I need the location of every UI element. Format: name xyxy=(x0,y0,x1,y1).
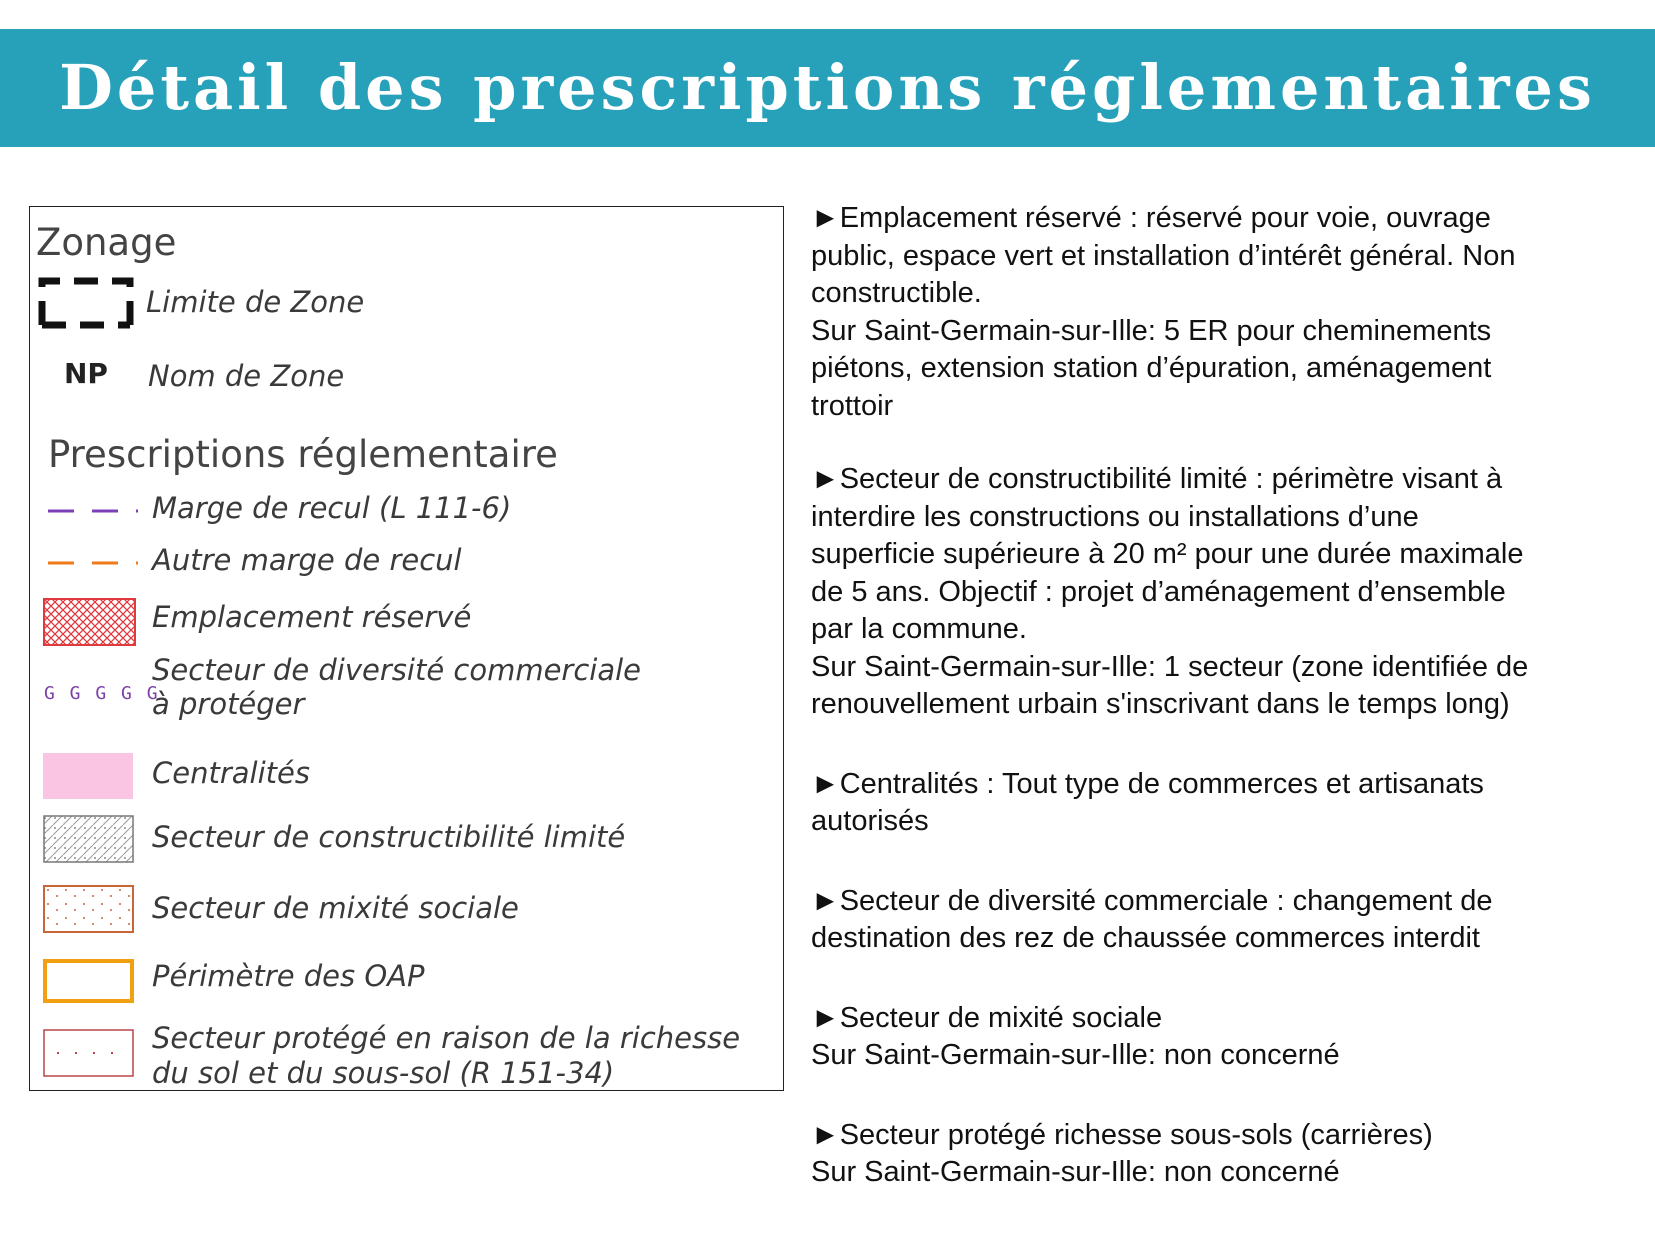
prescription-descriptions xyxy=(811,200,1645,1192)
desc-line: Sur Saint-Germain-sur-Ille: 1 secteur (zone identifiée de xyxy=(811,650,1529,683)
social-mix-swatch xyxy=(43,885,134,933)
desc-line: de 5 ans. Objectif : projet d’aménagement d’ensemble xyxy=(811,575,1506,608)
desc-line: ►Secteur de constructibilité limité : périmètre visant à xyxy=(811,463,1503,495)
diversite-commerciale-label-line2: à protéger xyxy=(152,687,305,721)
centralites-label: Centralités xyxy=(152,756,310,790)
desc-line: ►Secteur de mixité sociale xyxy=(811,1001,1163,1034)
desc-line: Sur Saint-Germain-sur-Ille: 5 ER pour cheminements xyxy=(811,314,1492,347)
diversite-commerciale-label-line1: Secteur de diversité commerciale xyxy=(152,653,642,687)
desc-line: trottoir xyxy=(811,389,894,422)
desc-line: superficie supérieure à 20 m² pour une durée maximale xyxy=(811,538,1524,570)
zonage-heading: Zonage xyxy=(36,221,177,264)
title-banner xyxy=(0,29,1655,147)
desc-line: public, espace vert et installation d’intérêt général. Non xyxy=(811,239,1516,272)
desc-line: ►Secteur de diversité commerciale : changement de xyxy=(811,884,1493,917)
constructibilite-limite-label: Secteur de constructibilité limité xyxy=(152,820,626,854)
page-title: Détail des prescriptions réglementaires xyxy=(59,51,1596,124)
emplacement-reserve-label: Emplacement réservé xyxy=(152,600,472,634)
legend-panel xyxy=(29,206,784,1091)
description-emplacement-reserve xyxy=(811,200,1645,425)
oap-perimeter-swatch xyxy=(43,959,134,1003)
description-diversite-commerciale xyxy=(811,883,1645,958)
description-secteur-protege xyxy=(811,1117,1645,1192)
secteur-protege-label-line1: Secteur protégé en raison de la richesse xyxy=(152,1021,741,1055)
description-mixite-sociale xyxy=(811,1000,1645,1075)
secteur-protege-label-line2: du sol et du sous-sol (R 151-34) xyxy=(152,1056,615,1090)
desc-line: par la commune. xyxy=(811,613,1027,645)
desc-line: Sur Saint-Germain-sur-Ille: non concerné xyxy=(811,1039,1340,1071)
desc-line: ►Secteur protégé richesse sous-sols (carrières) xyxy=(811,1118,1433,1151)
desc-line: autorisés xyxy=(811,805,929,837)
desc-line: ►Emplacement réservé : réservé pour voie, ouvrage xyxy=(811,202,1491,234)
desc-line: ►Centralités : Tout type de commerces et artisanats xyxy=(811,767,1484,800)
prescriptions-heading: Prescriptions réglementaire xyxy=(48,433,558,476)
zone-name-symbol: NP xyxy=(64,357,108,390)
setback-line-orange-symbol xyxy=(48,557,138,569)
protected-subsoil-swatch xyxy=(43,1029,134,1077)
desc-line: Sur Saint-Germain-sur-Ille: non concerné xyxy=(811,1156,1340,1188)
description-constructibilite-limite xyxy=(811,461,1645,724)
commercial-diversity-symbol: G G G G G xyxy=(44,683,160,704)
centralities-swatch xyxy=(43,753,133,799)
setback-line-purple-symbol xyxy=(48,505,138,517)
desc-line: destination des rez de chaussée commerces interdit xyxy=(811,922,1480,954)
marge-recul-label: Marge de recul (L 111-6) xyxy=(152,491,512,525)
limited-construction-swatch xyxy=(43,815,134,863)
desc-line: interdire les constructions ou installations d’une xyxy=(811,500,1419,533)
limite-zone-label: Limite de Zone xyxy=(146,285,365,319)
autre-marge-label: Autre marge de recul xyxy=(152,543,462,577)
mixite-sociale-label: Secteur de mixité sociale xyxy=(152,891,519,925)
reserved-location-swatch xyxy=(43,598,136,646)
desc-line: constructible. xyxy=(811,277,982,309)
description-centralites xyxy=(811,766,1645,841)
desc-line: renouvellement urbain s'inscrivant dans le temps long) xyxy=(811,688,1510,720)
desc-line: piétons, extension station d’épuration, aménagement xyxy=(811,352,1492,384)
perimetre-oap-label: Périmètre des OAP xyxy=(152,959,425,993)
zone-boundary-symbol xyxy=(36,275,136,331)
nom-zone-label: Nom de Zone xyxy=(148,359,345,393)
